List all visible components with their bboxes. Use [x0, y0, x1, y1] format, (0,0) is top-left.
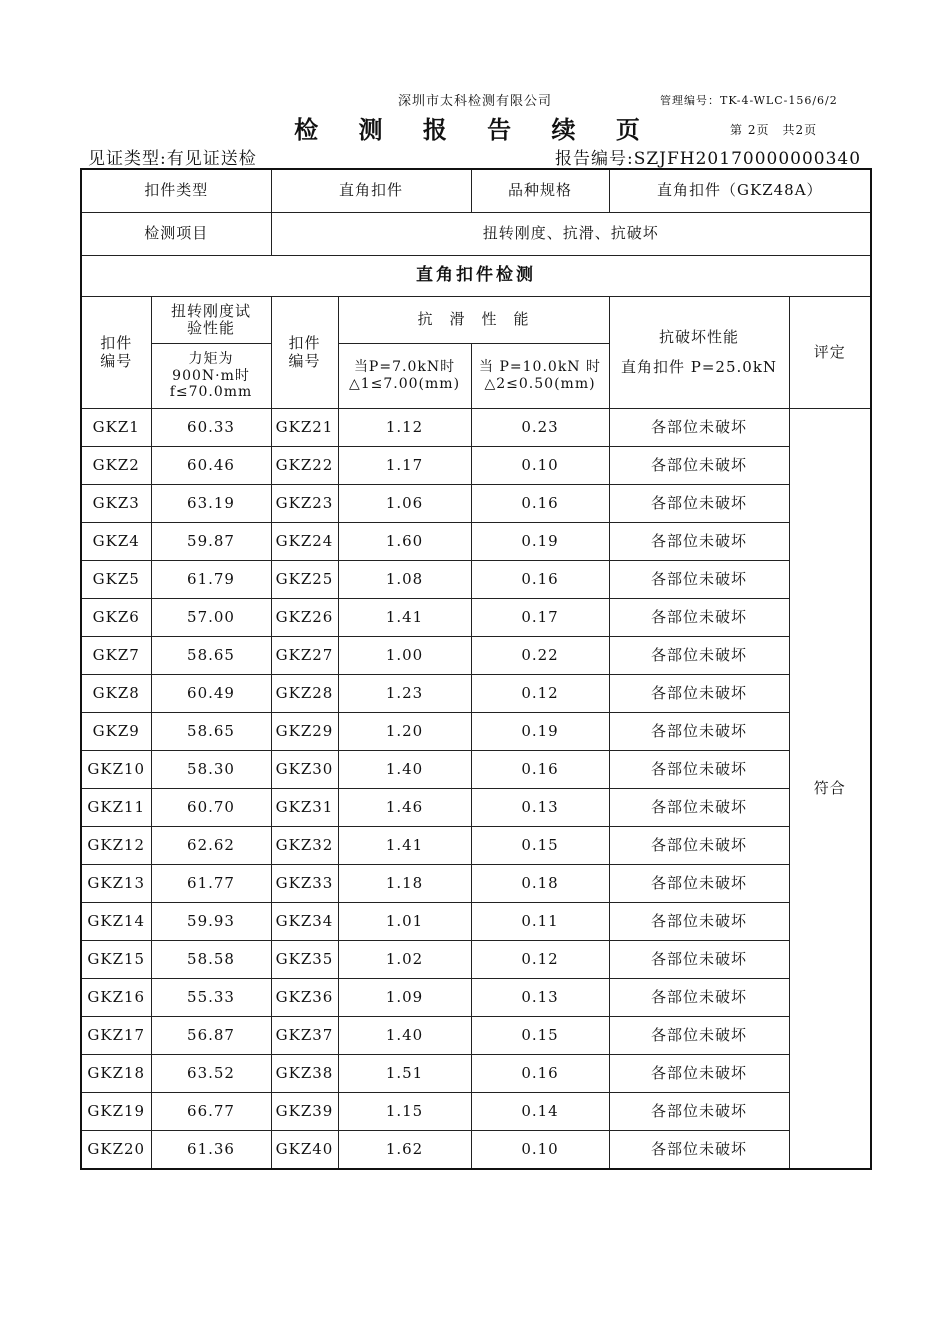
cell-damage: 各部位未破坏: [609, 865, 789, 903]
cell-damage: 各部位未破坏: [609, 1055, 789, 1093]
slip-a-1: 当P=7.0kN时: [353, 359, 456, 376]
table-row: [81, 523, 871, 561]
cell-damage: 各部位未破坏: [609, 1131, 789, 1170]
cell-id2: GKZ32: [271, 827, 338, 865]
cell-id2: GKZ34: [271, 903, 338, 941]
cell-slip-7kn: 1.46: [338, 789, 471, 827]
cell-id1: GKZ6: [81, 599, 151, 637]
cell-damage: 各部位未破坏: [609, 827, 789, 865]
cell-id2: GKZ21: [271, 409, 338, 447]
cell-id1: GKZ5: [81, 561, 151, 599]
cell-torsion: 60.49: [151, 675, 271, 713]
cell-id1: GKZ8: [81, 675, 151, 713]
table-row: [81, 637, 871, 675]
cell-torsion: 60.33: [151, 409, 271, 447]
col-damage-text: 抗破坏性能: [659, 328, 740, 347]
cell-torsion: 62.62: [151, 827, 271, 865]
cell-damage: 各部位未破坏: [609, 979, 789, 1017]
cell-slip-10kn: 0.10: [471, 447, 609, 485]
section-title: 直角扣件检测: [81, 256, 871, 297]
col-slip-header: 抗 滑 性 能: [338, 297, 609, 344]
cell-slip-7kn: 1.17: [338, 447, 471, 485]
cell-slip-7kn: 1.06: [338, 485, 471, 523]
cell-id2: GKZ38: [271, 1055, 338, 1093]
table-row: [81, 409, 871, 447]
table-row: [81, 1017, 871, 1055]
cell-id2: GKZ29: [271, 713, 338, 751]
report-number: 报告编号:SZJFH20170000000340: [555, 149, 862, 169]
cell-torsion: 59.87: [151, 523, 271, 561]
cell-slip-7kn: 1.09: [338, 979, 471, 1017]
cell-damage: 各部位未破坏: [609, 599, 789, 637]
verdict-value: 符合: [789, 409, 871, 1170]
cell-damage: 各部位未破坏: [609, 713, 789, 751]
table-row: [81, 979, 871, 1017]
cell-id1: GKZ19: [81, 1093, 151, 1131]
col-slip-b-sub: [471, 344, 609, 409]
col-torsion-sub: [151, 344, 271, 409]
cell-slip-10kn: 0.12: [471, 675, 609, 713]
cell-slip-10kn: 0.14: [471, 1093, 609, 1131]
table-row: [81, 561, 871, 599]
cell-id1: GKZ15: [81, 941, 151, 979]
cell-id1: GKZ7: [81, 637, 151, 675]
col-id2-text: 扣件编号: [288, 334, 321, 370]
cell-torsion: 58.58: [151, 941, 271, 979]
cell-id1: GKZ13: [81, 865, 151, 903]
col-id1-text: 扣件编号: [100, 334, 133, 370]
cell-id2: GKZ30: [271, 751, 338, 789]
cell-id2: GKZ23: [271, 485, 338, 523]
cell-torsion: 58.30: [151, 751, 271, 789]
cell-torsion: 66.77: [151, 1093, 271, 1131]
cell-id2: GKZ25: [271, 561, 338, 599]
management-number: 管理编号：TK-4-WLC-156/6/2: [660, 94, 838, 107]
cell-slip-10kn: 0.16: [471, 1055, 609, 1093]
spec-value: 直角扣件（GKZ48A）: [609, 169, 871, 213]
cell-damage: 各部位未破坏: [609, 941, 789, 979]
cell-slip-10kn: 0.16: [471, 485, 609, 523]
cell-torsion: 58.65: [151, 637, 271, 675]
torsion-sub-2: 900N·m时: [172, 367, 250, 384]
cell-damage: 各部位未破坏: [609, 637, 789, 675]
cell-slip-10kn: 0.16: [471, 561, 609, 599]
cell-torsion: 56.87: [151, 1017, 271, 1055]
type-label: 扣件类型: [81, 169, 271, 213]
table-row: [81, 713, 871, 751]
cell-torsion: 59.93: [151, 903, 271, 941]
cell-torsion: 60.70: [151, 789, 271, 827]
cell-id1: GKZ3: [81, 485, 151, 523]
cell-slip-10kn: 0.16: [471, 751, 609, 789]
cell-slip-7kn: 1.18: [338, 865, 471, 903]
cell-id2: GKZ26: [271, 599, 338, 637]
table-row: [81, 789, 871, 827]
cell-id1: GKZ4: [81, 523, 151, 561]
cell-slip-7kn: 1.15: [338, 1093, 471, 1131]
cell-slip-10kn: 0.15: [471, 827, 609, 865]
cell-damage: 各部位未破坏: [609, 409, 789, 447]
cell-slip-10kn: 0.17: [471, 599, 609, 637]
cell-slip-10kn: 0.22: [471, 637, 609, 675]
cell-slip-7kn: 1.00: [338, 637, 471, 675]
cell-slip-7kn: 1.08: [338, 561, 471, 599]
col-id2-header: [271, 297, 338, 409]
table-row: [81, 599, 871, 637]
report-title: 检 测 报 告 续 页: [294, 115, 656, 144]
cell-damage: 各部位未破坏: [609, 1017, 789, 1055]
table-row: [81, 485, 871, 523]
cell-id1: GKZ2: [81, 447, 151, 485]
cell-torsion: 57.00: [151, 599, 271, 637]
cell-damage: 各部位未破坏: [609, 1093, 789, 1131]
company-name: 深圳市太科检测有限公司: [397, 94, 552, 109]
cell-slip-7kn: 1.41: [338, 599, 471, 637]
cell-id1: GKZ18: [81, 1055, 151, 1093]
col-torsion-header: [151, 297, 271, 344]
info-row-item: [81, 213, 871, 256]
cell-id2: GKZ40: [271, 1131, 338, 1170]
cell-damage: 各部位未破坏: [609, 675, 789, 713]
item-value: 扭转刚度、抗滑、抗破坏: [271, 213, 871, 256]
cell-id1: GKZ20: [81, 1131, 151, 1170]
cell-id2: GKZ24: [271, 523, 338, 561]
cell-slip-7kn: 1.01: [338, 903, 471, 941]
cell-slip-7kn: 1.41: [338, 827, 471, 865]
cell-slip-10kn: 0.13: [471, 789, 609, 827]
col-verdict-header: 评定: [789, 297, 871, 409]
cell-torsion: 61.36: [151, 1131, 271, 1170]
cell-id1: GKZ1: [81, 409, 151, 447]
table-row: [81, 1093, 871, 1131]
cell-damage: 各部位未破坏: [609, 561, 789, 599]
table-row: [81, 941, 871, 979]
cell-id1: GKZ16: [81, 979, 151, 1017]
table-row: [81, 1055, 871, 1093]
cell-damage: 各部位未破坏: [609, 789, 789, 827]
cell-id1: GKZ14: [81, 903, 151, 941]
cell-slip-7kn: 1.02: [338, 941, 471, 979]
cell-slip-10kn: 0.15: [471, 1017, 609, 1055]
cell-damage: 各部位未破坏: [609, 903, 789, 941]
table-row: [81, 865, 871, 903]
cell-damage: 各部位未破坏: [609, 523, 789, 561]
slip-b-2: △2≤0.50(mm): [484, 376, 596, 392]
torsion-sub-1: 力矩为: [188, 350, 234, 367]
table-row: [81, 903, 871, 941]
cell-slip-10kn: 0.19: [471, 713, 609, 751]
col-id1-header: [81, 297, 151, 409]
cell-id1: GKZ17: [81, 1017, 151, 1055]
cell-slip-7kn: 1.51: [338, 1055, 471, 1093]
cell-id2: GKZ37: [271, 1017, 338, 1055]
table-row: [81, 751, 871, 789]
cell-id2: GKZ31: [271, 789, 338, 827]
cell-id2: GKZ39: [271, 1093, 338, 1131]
cell-slip-10kn: 0.11: [471, 903, 609, 941]
cell-slip-7kn: 1.12: [338, 409, 471, 447]
cell-slip-10kn: 0.13: [471, 979, 609, 1017]
col-damage-header: [609, 297, 789, 409]
item-label: 检测项目: [81, 213, 271, 256]
slip-a-2: △1≤7.00(mm): [348, 376, 461, 392]
page-info: 第 2页 共2页: [730, 123, 818, 137]
cell-torsion: 63.19: [151, 485, 271, 523]
cell-slip-7kn: 1.40: [338, 751, 471, 789]
cell-id1: GKZ9: [81, 713, 151, 751]
cell-torsion: 55.33: [151, 979, 271, 1017]
col-damage-sub: 直角扣件 P=25.0kN: [621, 357, 778, 376]
cell-id2: GKZ35: [271, 941, 338, 979]
slip-b-1: 当 P=10.0kN 时: [479, 359, 602, 376]
cell-torsion: 60.46: [151, 447, 271, 485]
cell-slip-10kn: 0.10: [471, 1131, 609, 1170]
cell-slip-7kn: 1.20: [338, 713, 471, 751]
cell-torsion: 63.52: [151, 1055, 271, 1093]
header-row-1: [81, 297, 871, 344]
cell-slip-10kn: 0.12: [471, 941, 609, 979]
results-table: [80, 168, 872, 1170]
cell-torsion: 58.65: [151, 713, 271, 751]
cell-id2: GKZ22: [271, 447, 338, 485]
cell-slip-10kn: 0.23: [471, 409, 609, 447]
table-row: [81, 827, 871, 865]
cell-slip-7kn: 1.23: [338, 675, 471, 713]
section-title-row: [81, 256, 871, 297]
cell-torsion: 61.77: [151, 865, 271, 903]
info-row-type: [81, 169, 871, 213]
cell-id2: GKZ33: [271, 865, 338, 903]
cell-damage: 各部位未破坏: [609, 447, 789, 485]
cell-damage: 各部位未破坏: [609, 485, 789, 523]
cell-slip-10kn: 0.19: [471, 523, 609, 561]
table-row: [81, 675, 871, 713]
cell-slip-7kn: 1.60: [338, 523, 471, 561]
cell-slip-10kn: 0.18: [471, 865, 609, 903]
table-row: [81, 447, 871, 485]
cell-torsion: 61.79: [151, 561, 271, 599]
cell-id2: GKZ27: [271, 637, 338, 675]
cell-slip-7kn: 1.62: [338, 1131, 471, 1170]
cell-id1: GKZ11: [81, 789, 151, 827]
cell-slip-7kn: 1.40: [338, 1017, 471, 1055]
cell-id2: GKZ28: [271, 675, 338, 713]
cell-id2: GKZ36: [271, 979, 338, 1017]
spec-label: 品种规格: [471, 169, 609, 213]
col-slip-a-sub: [338, 344, 471, 409]
type-value: 直角扣件: [271, 169, 471, 213]
torsion-sub-3: f≤70.0mm: [169, 384, 253, 401]
cell-id1: GKZ10: [81, 751, 151, 789]
witness-type: 见证类型:有见证送检: [88, 149, 257, 169]
cell-id1: GKZ12: [81, 827, 151, 865]
cell-damage: 各部位未破坏: [609, 751, 789, 789]
table-row: [81, 1131, 871, 1170]
col-torsion-text: 扭转刚度试验性能: [170, 301, 251, 337]
